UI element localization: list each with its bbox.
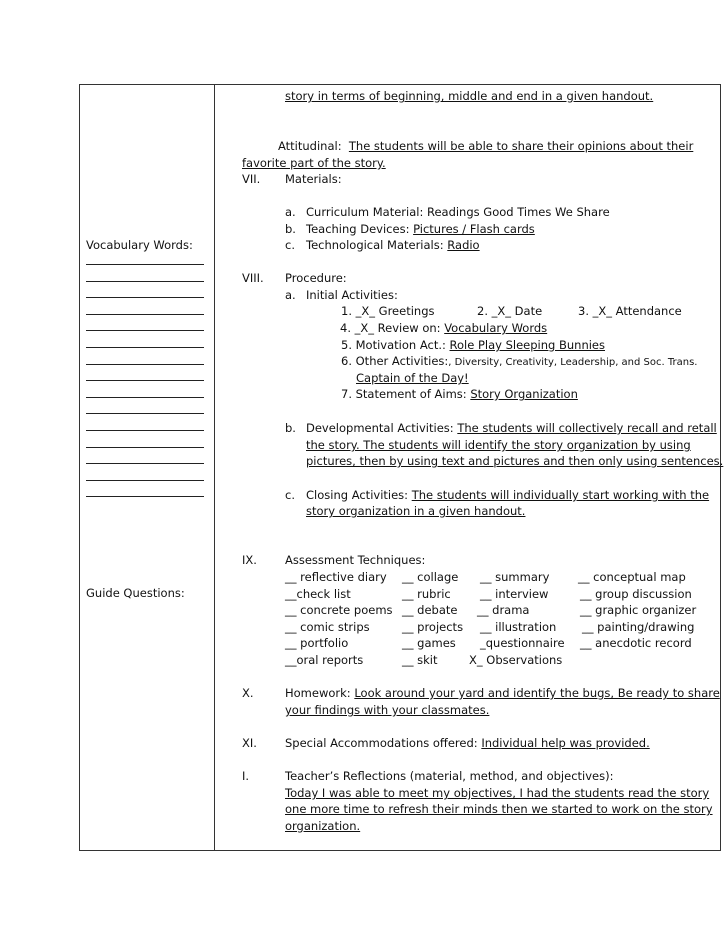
section-x-number: X.: [242, 686, 254, 700]
assessment-option: __ painting/drawing: [582, 619, 695, 634]
reflections-title: Teacher’s Reflections (material, method, and objectives):: [285, 769, 614, 783]
motivation-label: 5. Motivation Act.:: [341, 338, 450, 352]
closing-line: [306, 488, 709, 502]
guide-questions-label: Guide Questions:: [86, 586, 185, 600]
vocabulary-blank-line: [86, 413, 204, 414]
assessment-option: __ conceptual map: [578, 570, 686, 584]
assessment-option: _questionnaire: [480, 636, 565, 651]
developmental-line: [306, 421, 717, 435]
other-activities-label: 6. Other Activities:: [341, 354, 449, 368]
developmental-value-cont: pictures, then by using text and pictures and then only using sentences.: [306, 454, 724, 468]
section-ix-title: Assessment Techniques:: [285, 553, 426, 567]
section-xi-number: XI.: [242, 736, 257, 750]
review-item: [340, 321, 547, 335]
vocabulary-blank-line: [86, 297, 204, 298]
vocabulary-blank-line: [86, 463, 204, 464]
assessment-option: X_ Observations: [469, 653, 563, 667]
assessment-option: __ games: [402, 636, 456, 651]
vocabulary-blank-line: [86, 330, 204, 331]
homework-value-cont: your findings with your classmates.: [285, 703, 490, 717]
vocabulary-blank-line: [86, 430, 204, 431]
statement-of-aims-label: 7. Statement of Aims:: [341, 387, 471, 401]
section-ix-number: IX.: [242, 553, 257, 567]
other-activities-value: , Diversity, Creativity, Leadership, and Soc. Trans.: [448, 357, 698, 368]
materials-item-label: Teaching Devices:: [306, 222, 414, 236]
assessment-option: __check list: [285, 586, 351, 601]
attitudinal-text: The students will be able to share their opinions about their: [348, 139, 694, 153]
assessment-option: __ projects: [402, 619, 464, 634]
greetings-item: 1. _X_ Greetings: [341, 304, 435, 318]
materials-item-label: Technological Materials:: [306, 238, 448, 252]
materials-item-label: Curriculum Material: Readings Good Times We Share: [306, 205, 610, 219]
vocabulary-words-label: Vocabulary Words:: [86, 238, 193, 252]
statement-of-aims-value: Story Organization: [470, 387, 578, 401]
assessment-option: __ comic strips: [285, 619, 370, 634]
assessment-option: __ drama: [477, 603, 530, 618]
vocabulary-blank-line: [86, 364, 204, 365]
date-item: 2. _X_ Date: [477, 304, 543, 318]
assessment-option: __ summary: [480, 570, 550, 584]
attitudinal-text-cont: favorite part of the story.: [242, 156, 386, 170]
vocabulary-blank-line: [86, 447, 204, 448]
homework-label: Homework:: [285, 686, 355, 700]
assessment-option: __ interview: [480, 586, 549, 601]
attitudinal-label: Attitudinal:: [278, 139, 342, 153]
vocabulary-blank-line: [86, 380, 204, 381]
vocabulary-blank-line: [86, 281, 204, 282]
vocabulary-blank-line: [86, 264, 204, 265]
continued-objective: story in terms of beginning, middle and end in a given handout.: [285, 89, 654, 103]
section-viii-title: Procedure:: [285, 271, 347, 285]
developmental-letter: b.: [285, 421, 296, 435]
reflection-line: Today I was able to meet my objectives, I had the students read the story: [285, 786, 710, 800]
attendance-item: 3. _X_ Attendance: [578, 304, 682, 318]
reflection-line: organization.: [285, 819, 361, 833]
initial-activities-title: Initial Activities:: [306, 288, 398, 302]
homework-line: [285, 686, 720, 700]
materials-item-value: Pictures / Flash cards: [413, 222, 535, 236]
developmental-value-cont: the story. The students will identify the story organization by using: [306, 438, 691, 452]
section-i-number: I.: [242, 769, 250, 783]
materials-item: [306, 238, 480, 252]
closing-value-cont: story organization in a given handout.: [306, 504, 526, 518]
developmental-value: The students will collectively recall and retall: [457, 421, 717, 435]
assessment-option: __ skit: [402, 653, 438, 667]
materials-item-letter: a.: [285, 205, 296, 219]
vocabulary-blank-line: [86, 496, 204, 497]
closing-label: Closing Activities:: [306, 488, 412, 502]
statement-of-aims-item: [341, 387, 578, 401]
closing-letter: c.: [285, 488, 295, 502]
initial-activities-letter: a.: [285, 288, 296, 302]
vocabulary-blank-line: [86, 480, 204, 481]
section-viii-number: VIII.: [242, 271, 264, 285]
review-label: 4. _X_ Review on:: [340, 321, 445, 335]
other-activities-item: [341, 354, 697, 370]
assessment-option: __ graphic organizer: [580, 603, 697, 618]
motivation-value: Role Play Sleeping Bunnies: [449, 338, 605, 352]
attitudinal-line: [278, 139, 693, 153]
column-divider: [214, 84, 215, 850]
materials-item-value: Radio: [447, 238, 480, 252]
accommodations-line: [285, 736, 650, 750]
assessment-option: __ group discussion: [580, 586, 692, 601]
materials-item: [306, 205, 610, 219]
vocabulary-blank-line: [86, 397, 204, 398]
vocabulary-blank-line: [86, 347, 204, 348]
homework-value: Look around your yard and identify the bugs, Be ready to share: [354, 686, 720, 700]
assessment-option: __ illustration: [480, 619, 557, 634]
materials-item: [306, 222, 535, 236]
assessment-option: __ portfolio: [285, 636, 349, 651]
review-value: Vocabulary Words: [444, 321, 548, 335]
assessment-option: __ rubric: [402, 586, 451, 601]
assessment-option: __ concrete poems: [285, 603, 393, 618]
other-activities-cont: Captain of the Day!: [356, 371, 469, 385]
materials-item-letter: b.: [285, 222, 296, 236]
motivation-item: [341, 338, 605, 352]
assessment-option: __oral reports: [285, 653, 364, 667]
vocabulary-blank-line: [86, 314, 204, 315]
closing-value: The students will individually start working with the: [411, 488, 710, 502]
section-vii-number: VII.: [242, 172, 261, 186]
section-vii-title: Materials:: [285, 172, 342, 186]
accommodations-value: Individual help was provided.: [481, 736, 650, 750]
developmental-label: Developmental Activities:: [306, 421, 458, 435]
reflection-line: one more time to refresh their minds then we started to work on the story: [285, 802, 713, 816]
materials-item-letter: c.: [285, 238, 295, 252]
assessment-option: __ debate: [402, 603, 458, 618]
assessment-option: __ anecdotic record: [580, 636, 692, 651]
assessment-option: __ reflective diary: [285, 570, 387, 584]
assessment-option: __ collage: [402, 570, 459, 584]
accommodations-label: Special Accommodations offered:: [285, 736, 482, 750]
